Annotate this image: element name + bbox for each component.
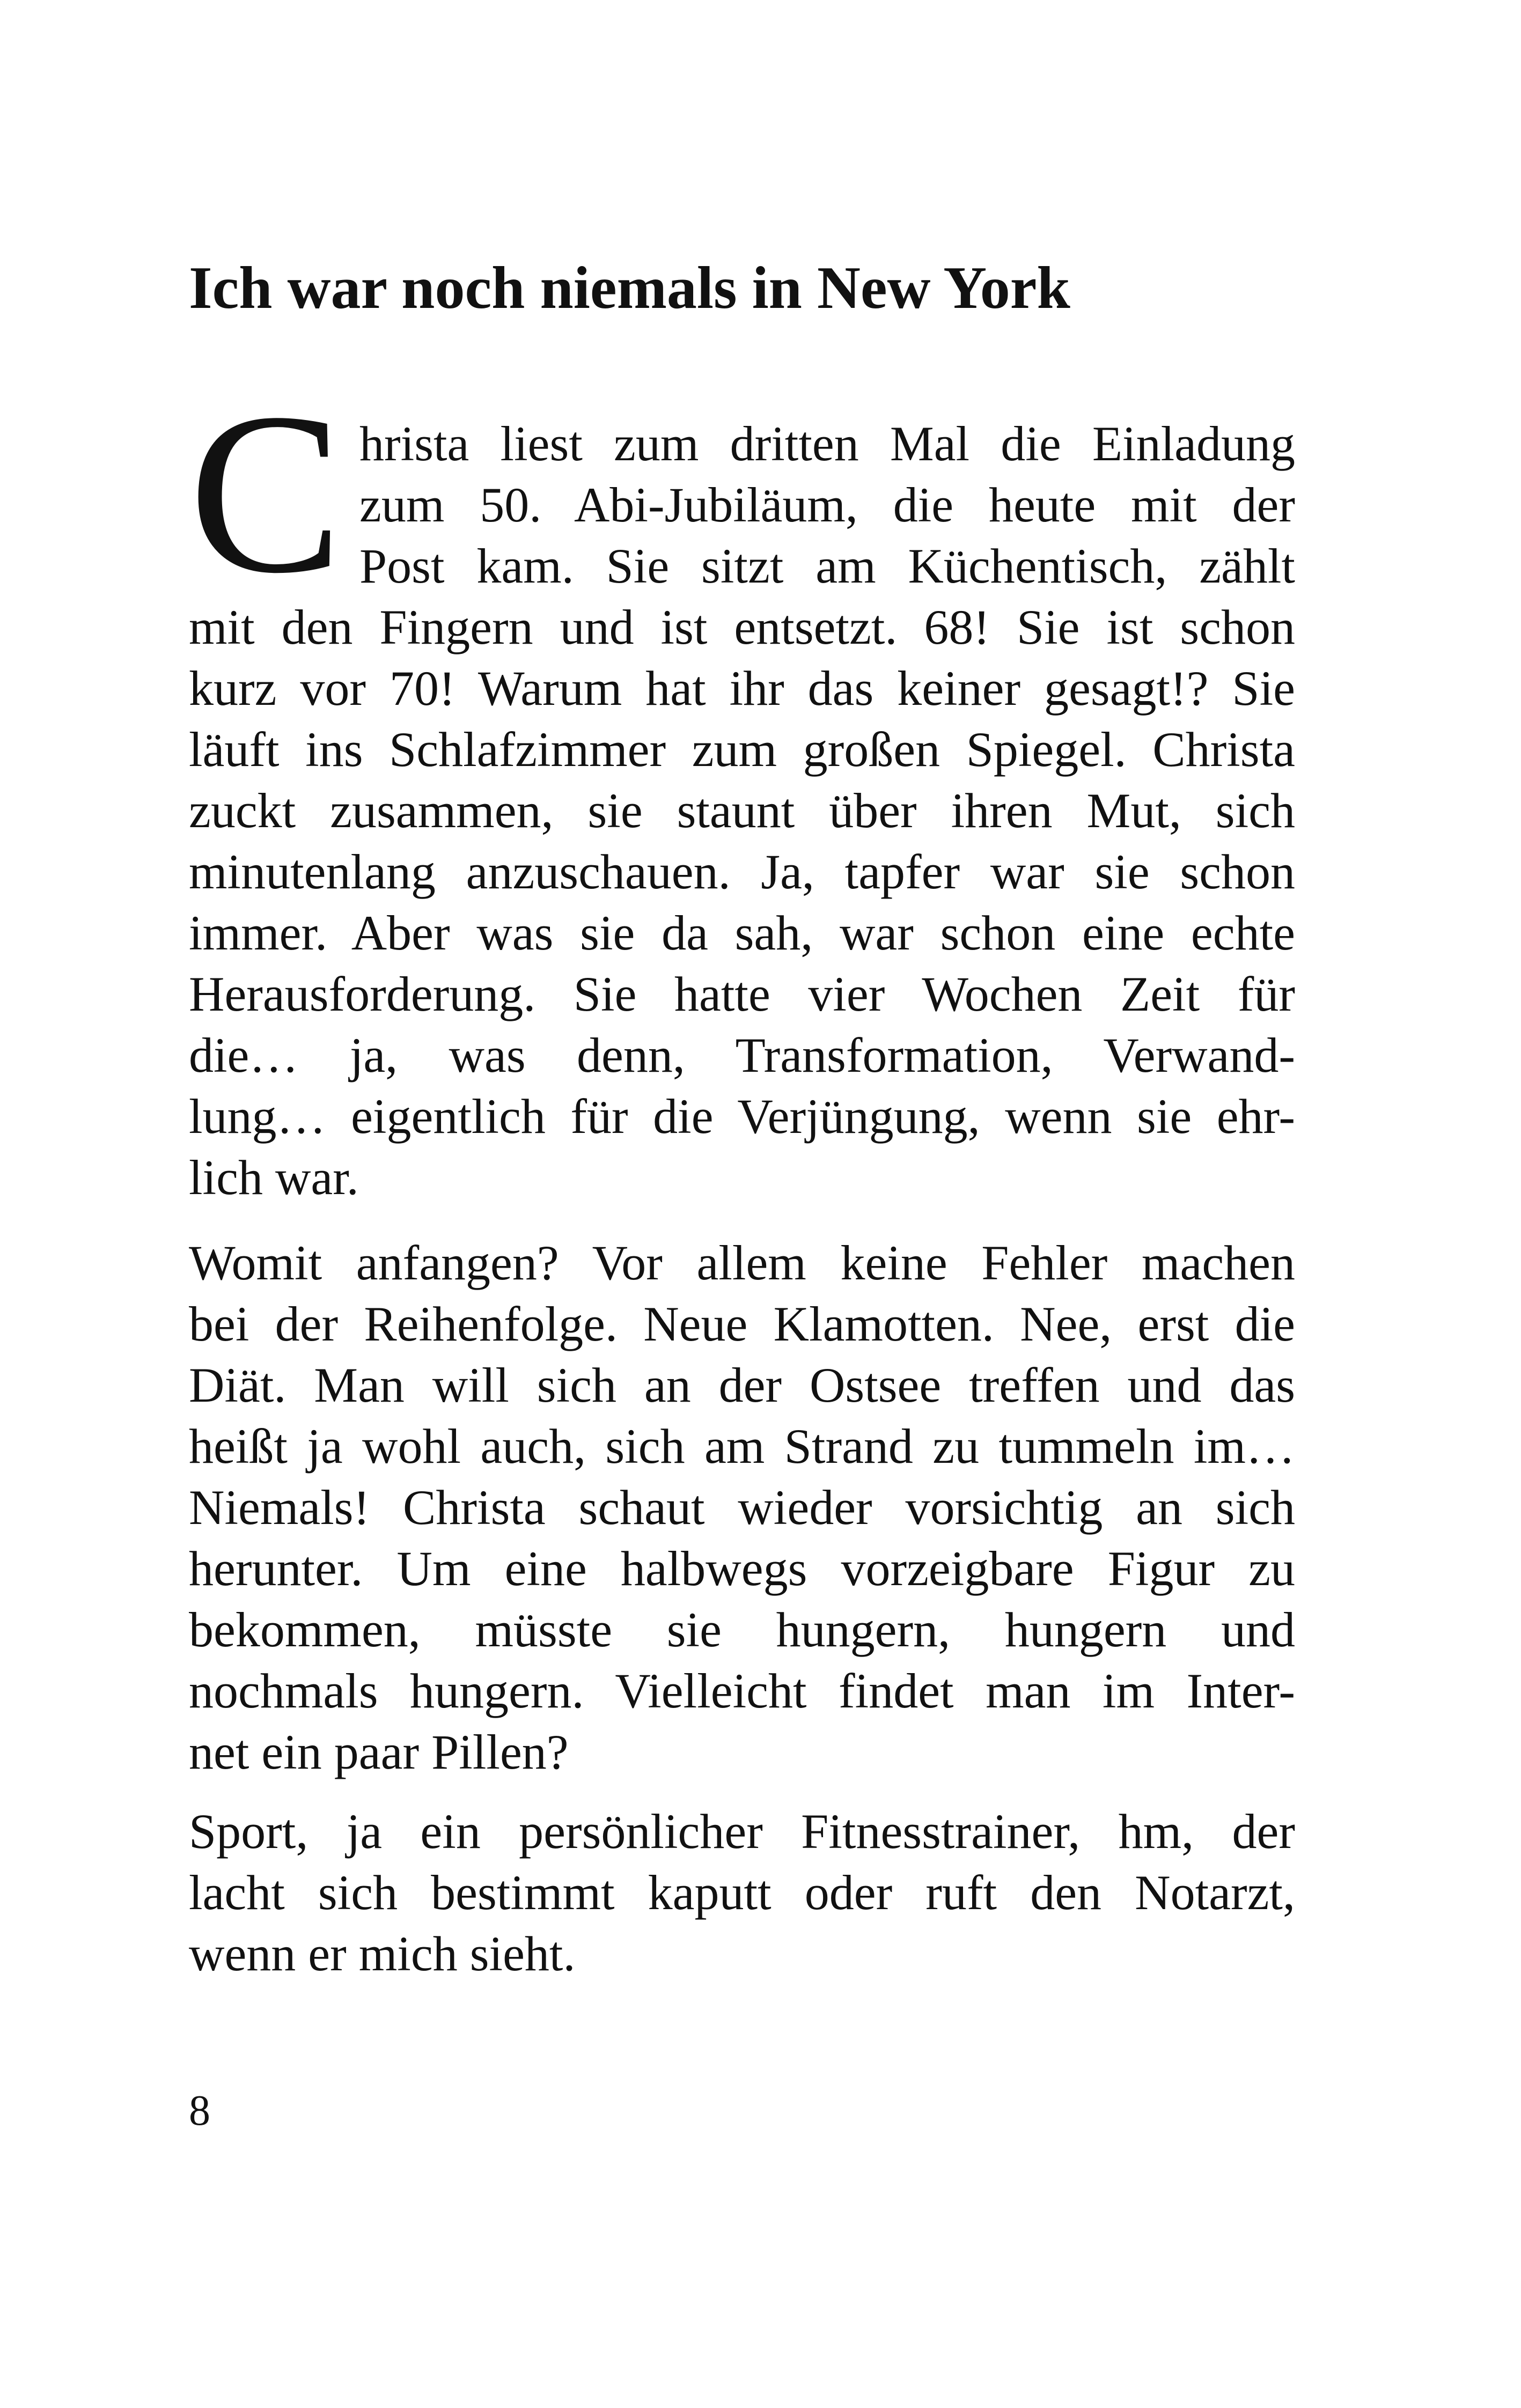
paragraph-1 [189, 413, 1295, 1208]
text-line: lung… eigentlich für die Verjüngung, wenn sie ehr- [189, 1089, 1295, 1144]
text-line: net ein paar Pillen? [189, 1725, 569, 1779]
text-line: läuft ins Schlafzimmer zum großen Spiegel. Christa [189, 722, 1295, 777]
text-line: Niemals! Christa schaut wieder vorsichtig an sich [189, 1480, 1295, 1535]
text-line: heißt ja wohl auch, sich am Strand zu tummeln im… [189, 1419, 1295, 1474]
text-line: bei der Reihenfolge. Neue Klamotten. Nee, erst die [189, 1297, 1295, 1351]
text-line: minutenlang anzuschauen. Ja, tapfer war sie schon [189, 844, 1295, 899]
text-line: zum 50. Abi-Jubiläum, die heute mit der [359, 477, 1295, 532]
text-line: die… ja, was denn, Transformation, Verwand- [189, 1028, 1295, 1083]
paragraph-2 [189, 1232, 1295, 1783]
text-line: wenn er mich sieht. [189, 1926, 576, 1981]
text-line: Herausforderung. Sie hatte vier Wochen Zeit für [189, 967, 1295, 1021]
text-line: kurz vor 70! Warum hat ihr das keiner gesagt!? Sie [189, 661, 1295, 716]
text-line: mit den Fingern und ist entsetzt. 68! Sie ist schon [189, 600, 1295, 654]
text-line: Post kam. Sie sitzt am Küchentisch, zählt [359, 539, 1295, 593]
text-line: lacht sich bestimmt kaputt oder ruft den Notarzt, [189, 1865, 1295, 1920]
text-line: Womit anfangen? Vor allem keine Fehler machen [189, 1235, 1295, 1290]
text-line: bekommen, müsste sie hungern, hungern und [189, 1602, 1295, 1657]
text-line: nochmals hungern. Vielleicht findet man im Inter- [189, 1663, 1295, 1718]
page-number: 8 [189, 2087, 210, 2134]
text-line: hrista liest zum dritten Mal die Einladung [359, 416, 1295, 471]
text-line: Diät. Man will sich an der Ostsee treffen und das [189, 1358, 1295, 1412]
text-line: immer. Aber was sie da sah, war schon eine echte [189, 905, 1295, 960]
paragraph-3 [189, 1801, 1295, 1984]
chapter-title: Ich war noch niemals in New York [189, 255, 1070, 321]
text-line: Sport, ja ein persönlicher Fitnesstrainer, hm, der [189, 1804, 1295, 1859]
drop-cap-letter: C [189, 366, 343, 621]
text-line: zuckt zusammen, sie staunt über ihren Mut, sich [189, 783, 1295, 838]
text-line: herunter. Um eine halbwegs vorzeigbare Figur zu [189, 1541, 1295, 1596]
text-line: lich war. [189, 1150, 359, 1205]
